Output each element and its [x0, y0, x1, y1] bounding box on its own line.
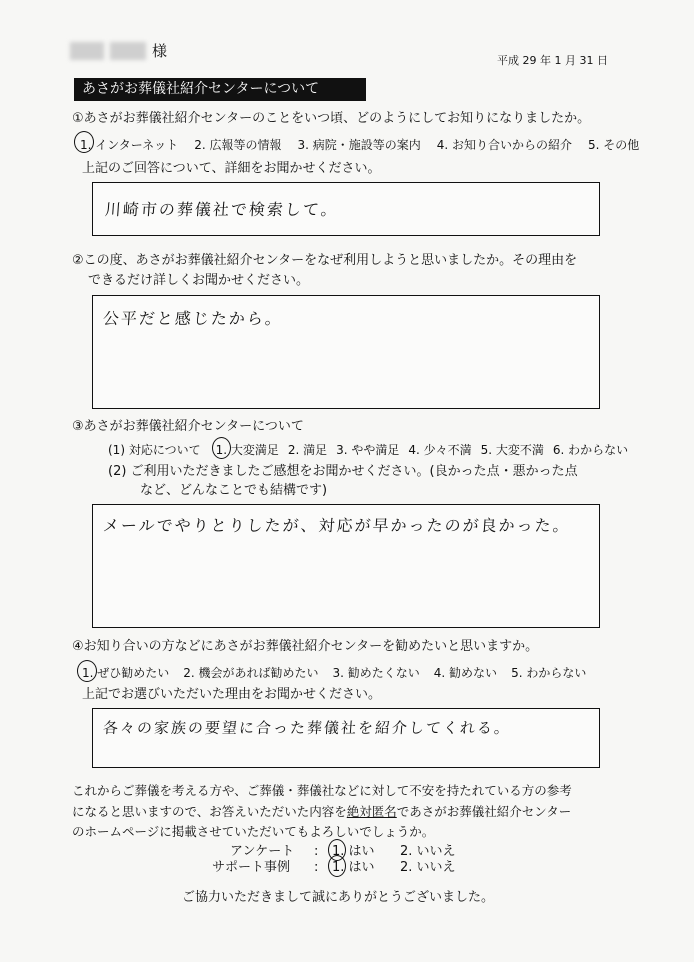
q3-handwritten-answer: メールでやりとりしたが、対応が早かったのが良かった。 [102, 516, 572, 535]
q4-detail-prompt: 上記でお選びいただいた理由をお聞かせください。 [82, 687, 382, 702]
q3-option-3[interactable]: 3. やや満足 [336, 443, 400, 457]
honorific: 様 [152, 42, 168, 60]
q1-handwritten-answer: 川崎市の葬儀社で検索して。 [104, 200, 340, 219]
anonymous-emphasis: 絶対匿名 [346, 804, 397, 819]
q3-option-4[interactable]: 4. 少々不満 [408, 443, 472, 457]
consent-line-2 [72, 802, 571, 821]
q3-sub2-line-2: など、どんなことでも結構です) [140, 483, 328, 498]
q4-option-4[interactable]: 4. 勧めない [433, 666, 498, 680]
q3-option-1[interactable]: 1. 大変満足 [215, 443, 279, 457]
q2-handwritten-answer: 公平だと感じたから。 [102, 309, 284, 328]
q4-option-3[interactable]: 3. 勧めたくない [332, 666, 420, 680]
consent-line-2c: であさがお葬儀社紹介センター [396, 804, 572, 819]
q1-detail-prompt: 上記のご回答について、詳細をお聞かせください。 [82, 161, 381, 176]
q4-option-5[interactable]: 5. わからない [511, 666, 587, 680]
case-label: サポート事例 [212, 860, 291, 875]
case-yes[interactable]: 1. はい [332, 860, 375, 875]
q1-option-4[interactable]: 4. お知り合いからの紹介 [436, 138, 572, 152]
q1-option-3[interactable]: 3. 病院・施設等の案内 [297, 138, 421, 152]
question-3: ③あさがお葬儀社紹介センターについて [72, 419, 304, 434]
section-title: あさがお葬儀社紹介センターについて [74, 78, 366, 101]
q1-answer-box[interactable] [92, 182, 600, 236]
redacted-name-2 [110, 42, 146, 60]
q1-option-5[interactable]: 5. その他 [587, 138, 640, 152]
question-2-line-1: ②この度、あさがお葬儀社紹介センターをなぜ利用しようと思いましたか。その理由を [72, 253, 578, 268]
survey-label: アンケート [230, 844, 295, 859]
q3-option-6[interactable]: 6. わからない [552, 443, 629, 457]
case-colon: : [314, 860, 319, 875]
q4-selected-circle [77, 660, 97, 682]
q3-sub2-line-1: (2) ご利用いただきましたご感想をお聞かせください。(良かった点・悪かった点 [108, 464, 578, 479]
q3-option-2[interactable]: 2. 満足 [287, 443, 328, 457]
redacted-name-1 [70, 42, 104, 60]
survey-no[interactable]: 2. いいえ [400, 844, 456, 859]
q2-answer-box[interactable] [92, 295, 600, 409]
case-no[interactable]: 2. いいえ [400, 860, 456, 875]
survey-colon: : [314, 844, 319, 859]
question-1: ①あさがお葬儀社紹介センターのことをいつ頃、どのようにしてお知りになりましたか。 [72, 111, 591, 126]
consent-line-2a: になると思いますので、お答えいただいた内容を [72, 804, 347, 819]
q4-option-2[interactable]: 2. 機会があれば勧めたい [183, 666, 319, 680]
thanks-message: ご協力いただきまして誠にありがとうございました。 [182, 890, 495, 905]
q4-handwritten-answer: 各々の家族の要望に合った葬儀社を紹介してくれる。 [102, 719, 512, 737]
q3-sub1-label: (1) 対応について [108, 443, 201, 457]
q3-answer-box[interactable] [92, 504, 600, 628]
consent-line-3: のホームページに掲載させていただいてもよろしいでしょうか。 [72, 824, 435, 839]
survey-yes[interactable]: 1. はい [332, 844, 375, 859]
document-date: 平成 29 年 1 月 31 日 [497, 54, 608, 67]
q4-options [82, 664, 586, 681]
q4-answer-box[interactable] [92, 708, 600, 768]
q3-sub1-row [108, 441, 628, 458]
q4-option-1[interactable]: 1. ぜひ勧めたい [82, 666, 170, 680]
q1-selected-circle [74, 131, 94, 153]
q1-option-2[interactable]: 2. 広報等の情報 [194, 138, 282, 152]
q1-option-1[interactable]: 1. インターネット [80, 138, 179, 152]
q3-selected-circle [212, 437, 231, 459]
consent-line-1: これからご葬儀を考える方や、ご葬儀・葬儀社などに対して不安を持たれている方の参考 [72, 783, 572, 798]
q3-option-5[interactable]: 5. 大変不満 [480, 443, 544, 457]
question-4: ④お知り合いの方などにあさがお葬儀社紹介センターを勧めたいと思いますか。 [72, 639, 539, 654]
q1-options [80, 136, 639, 153]
question-2-line-2: できるだけ詳しくお聞かせください。 [88, 273, 310, 288]
case-selected-circle [328, 855, 346, 877]
